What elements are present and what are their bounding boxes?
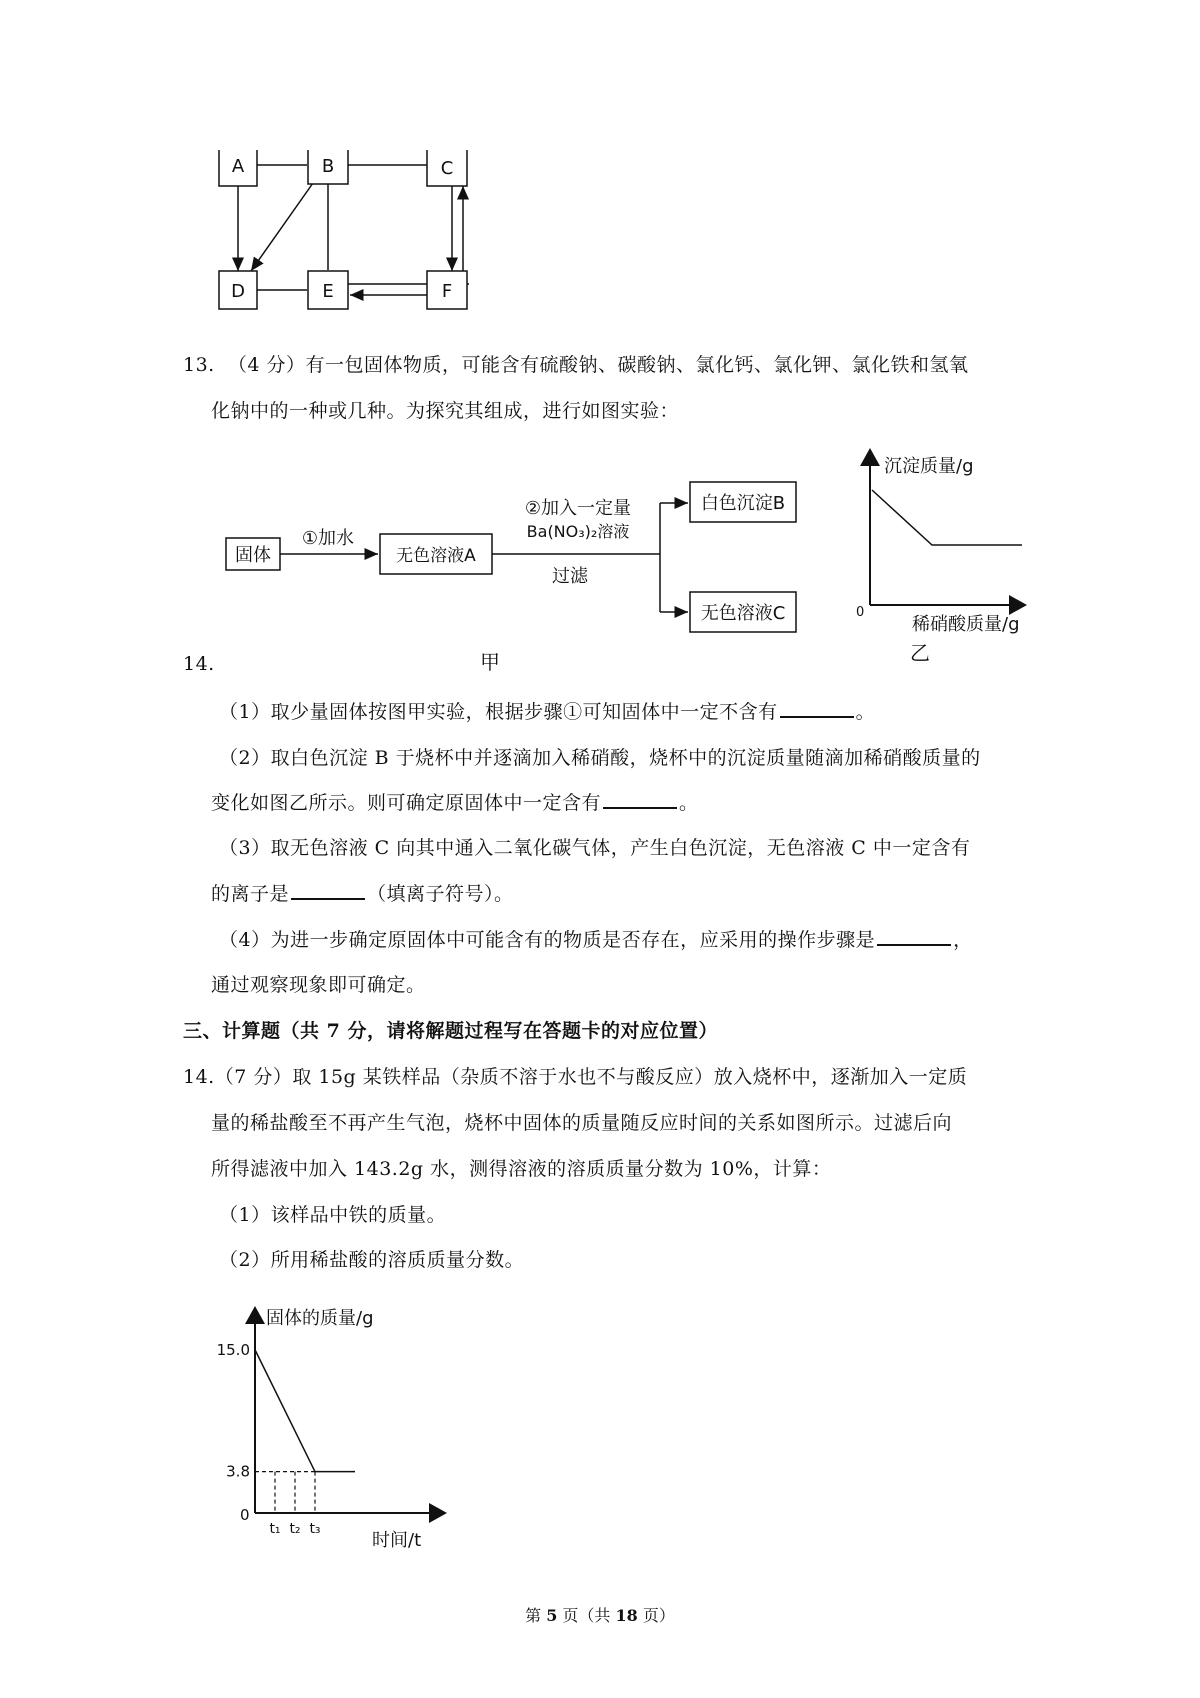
flowchart-caption: 甲 [480, 650, 501, 674]
page-footer [0, 1603, 1200, 1626]
section3-heading: 三、计算题（共 7 分，请将解题过程写在答题卡的对应位置） [183, 1020, 718, 1042]
origin-label: 0 [240, 1506, 250, 1524]
precipitate-b-label: 白色沉淀B [700, 493, 786, 514]
solid-label: 固体 [235, 545, 271, 566]
edge-b-d [251, 183, 313, 271]
chart-yi [850, 440, 1050, 670]
origin-label: 0 [856, 605, 865, 620]
q14a-sub1 [219, 697, 875, 724]
node-label: F [441, 281, 453, 302]
solution-a-label: 无色溶液A [396, 546, 476, 566]
q14a-sub4-text: （4）为进一步确定原固体中可能含有的物质是否存在，应采用的操作步骤是 [219, 929, 876, 951]
q14b-sub1: （1）该样品中铁的质量。 [219, 1204, 447, 1226]
q13-line2: 化钠中的一种或几种。为探究其组成，进行如图实验： [211, 400, 680, 422]
q13-text: （4 分）有一包固体物质，可能含有硫酸钠、碳酸钠、氯化钙、氯化钾、氯化铁和氢氧 [227, 354, 969, 376]
chart-caption: 乙 [910, 641, 930, 665]
q14b-line2: 量的稀盐酸至不再产生气泡，烧杯中固体的质量随反应时间的关系如图所示。过滤后向 [211, 1112, 953, 1134]
step2-label-1: ②加入一定量 [524, 498, 632, 519]
node-label: E [322, 281, 334, 302]
q14a-sub3-text: 的离子是 [211, 883, 290, 905]
step2-label-2: Ba(NO₃)₂溶液 [526, 522, 630, 541]
footer-page: 5 [546, 1606, 558, 1625]
q14a-sub4-line1 [219, 925, 973, 952]
q14a-sub4-end: ， [953, 929, 973, 951]
node-label: D [231, 281, 245, 302]
x-tick-label: t₂ [289, 1521, 301, 1537]
answer-blank[interactable] [877, 926, 951, 946]
footer-suffix: 页） [637, 1606, 675, 1625]
data-series-line [255, 1350, 355, 1472]
x-axis-label: 稀硝酸质量/g [912, 614, 1020, 635]
q14a-sub2-end: 。 [679, 792, 699, 814]
q14b-sub2: （2）所用稀盐酸的溶质质量分数。 [219, 1249, 525, 1271]
x-axis-label: 时间/t [372, 1530, 422, 1551]
answer-blank[interactable] [603, 789, 677, 809]
q14a-sub3-line2 [211, 879, 514, 906]
experiment-flowchart [220, 480, 820, 660]
q14a-sub4-line2: 通过观察现象即可确定。 [211, 974, 426, 996]
q14a-sub3-end: （填离子符号）。 [367, 883, 514, 905]
filter-label: 过滤 [552, 566, 588, 587]
data-series-line [872, 490, 1022, 545]
footer-prefix: 第 [525, 1606, 547, 1625]
node-label: B [321, 156, 335, 177]
node-label: C [440, 158, 454, 179]
answer-blank[interactable] [780, 698, 854, 718]
step1-label: ①加水 [301, 528, 355, 549]
footer-total: 18 [615, 1606, 638, 1625]
q14a-sub3-line1: （3）取无色溶液 C 向其中通入二氧化碳气体，产生白色沉淀，无色溶液 C 中一定含有 [219, 837, 971, 859]
footer-mid: 页（共 [557, 1606, 616, 1625]
q13-line1 [183, 350, 968, 377]
chart-mass-time [200, 1300, 460, 1560]
x-tick-label: t₁ [269, 1521, 281, 1537]
q13-number: 13. [183, 354, 215, 376]
y-axis-label: 固体的质量/g [266, 1308, 374, 1329]
q14a-sub1-end: 。 [855, 701, 876, 723]
q14a-sub2-line1: （2）取白色沉淀 B 于烧杯中并逐滴加入稀硝酸，烧杯中的沉淀质量随滴加稀硝酸质量的 [219, 747, 981, 769]
q14a-sub2-text: 变化如图乙所示。则可确定原固体中一定含有 [211, 792, 602, 814]
q14a-number: 14. [183, 653, 215, 675]
solution-c-label: 无色溶液C [700, 603, 786, 624]
x-tick-label: t₃ [309, 1521, 321, 1537]
q14a-sub1-text: （1）取少量固体按图甲实验，根据步骤①可知固体中一定不含有 [219, 701, 778, 723]
relation-diagram [215, 150, 515, 320]
q14b-line3: 所得滤液中加入 143.2g 水，测得溶液的溶质质量分数为 10%，计算： [211, 1158, 832, 1180]
y-tick-label: 15.0 [216, 1340, 250, 1359]
y-tick-label: 3.8 [226, 1462, 250, 1481]
answer-blank[interactable] [291, 880, 365, 900]
q14a-sub2-line2 [211, 788, 699, 815]
node-label: A [231, 156, 245, 177]
y-axis-label: 沉淀质量/g [884, 456, 974, 477]
q14b-line1: 14.（7 分）取 15g 某铁样品（杂质不溶于水也不与酸反应）放入烧杯中，逐渐加入一定质 [183, 1066, 968, 1088]
